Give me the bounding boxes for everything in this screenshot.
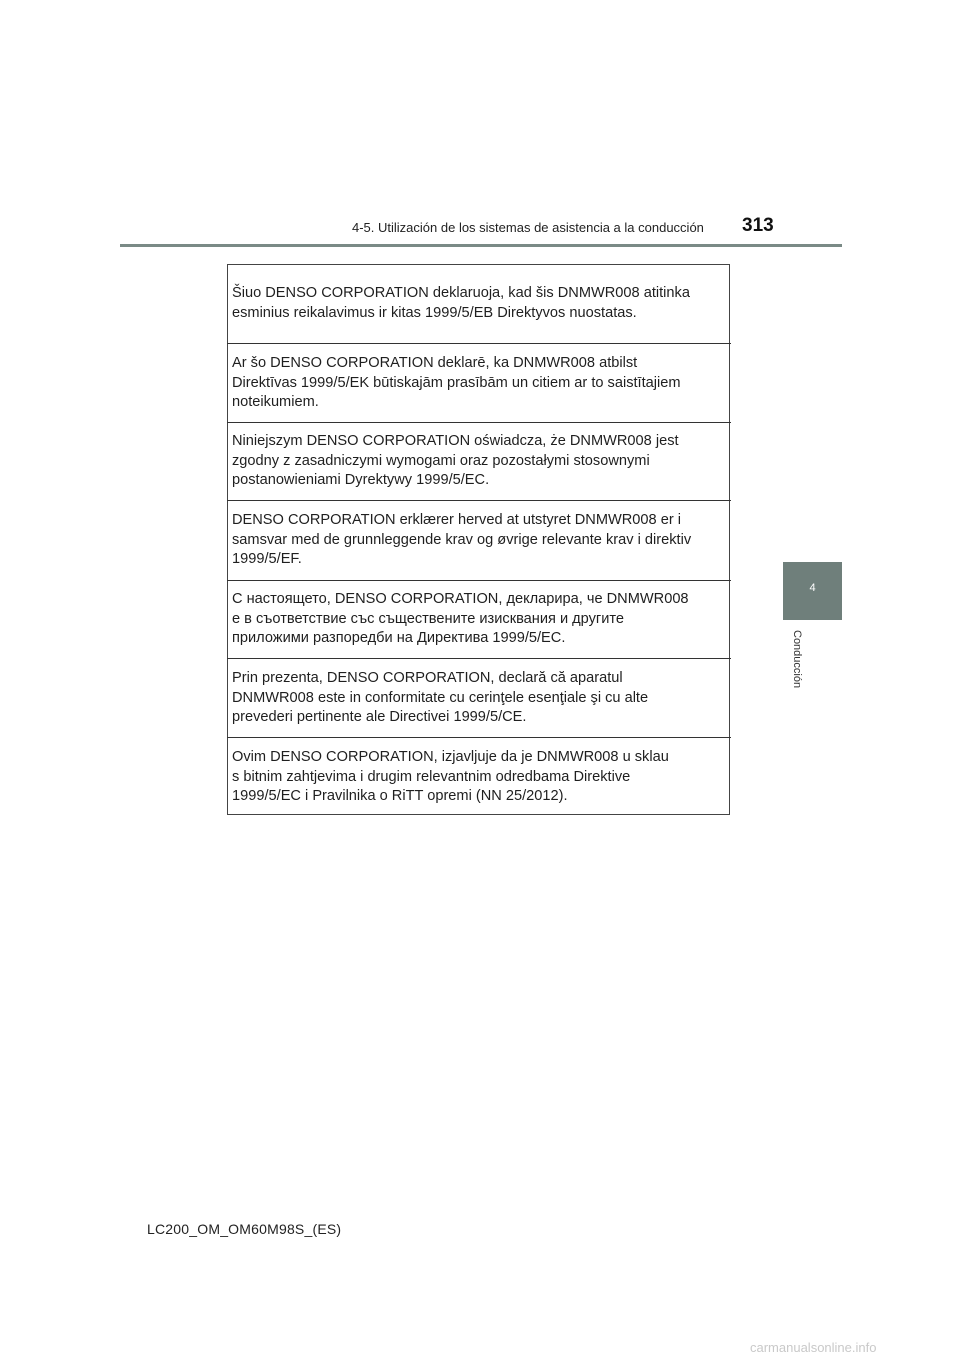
declaration-ro bbox=[228, 669, 729, 728]
declaration-line: esminius reikalavimus ir kitas 1999/5/EB Direktyvos nuostatas. bbox=[232, 304, 637, 321]
header-rule bbox=[120, 244, 842, 247]
declaration-line: prevederi pertinente ale Directivei 1999/5/CE. bbox=[232, 709, 527, 725]
declaration-line: 1999/5/EC i Pravilnika o RiTT opremi (NN 25/2012). bbox=[232, 788, 568, 804]
declaration-line: postanowieniami Dyrektywy 1999/5/EC. bbox=[232, 472, 490, 488]
declaration-separator bbox=[227, 422, 731, 423]
declaration-line: zgodny z zasadniczymi wymogami oraz pozostałymi stosownymi bbox=[232, 452, 650, 469]
chapter-tab: 4 bbox=[783, 562, 842, 620]
declaration-separator bbox=[227, 580, 731, 581]
chapter-label: Conducción bbox=[791, 630, 803, 689]
declaration-line: Prin prezenta, DENSO CORPORATION, declară că aparatul bbox=[232, 670, 623, 686]
declaration-line: е в съответствие със съществените изисквания и другите bbox=[232, 610, 625, 627]
declaration-pl bbox=[228, 432, 729, 491]
declaration-line: noteikumiem. bbox=[232, 394, 319, 410]
declaration-line: Šiuo DENSO CORPORATION deklaruoja, kad šis DNMWR008 atitinka bbox=[232, 285, 690, 301]
declaration-separator bbox=[227, 737, 731, 738]
declaration-line: приложими разпоредби на Директива 1999/5/ЕС. bbox=[232, 630, 566, 646]
declaration-line: samsvar med de grunnleggende krav og øvrige relevante krav i direktiv bbox=[232, 531, 692, 548]
declaration-lv bbox=[228, 354, 729, 413]
declaration-line: Ar šo DENSO CORPORATION deklarē, ka DNMWR008 atbilst bbox=[232, 355, 638, 371]
declaration-separator bbox=[227, 658, 731, 659]
declaration-lt bbox=[228, 284, 729, 323]
declaration-separator bbox=[227, 343, 731, 344]
declaration-box bbox=[227, 264, 730, 815]
section-title: 4-5. Utilización de los sistemas de asistencia a la conducción bbox=[352, 220, 704, 235]
declaration-line: Ovim DENSO CORPORATION, izjavljuje da je DNMWR008 u sklau bbox=[232, 749, 669, 765]
watermark: carmanualsonline.info bbox=[750, 1340, 877, 1355]
page-number: 313 bbox=[742, 215, 774, 236]
declaration-separator bbox=[227, 500, 731, 501]
declaration-no bbox=[228, 511, 729, 570]
declaration-line: DNMWR008 este in conformitate cu cerinţele esenţiale şi cu alte bbox=[232, 689, 649, 706]
declaration-bg bbox=[228, 590, 729, 649]
declaration-line: Niniejszym DENSO CORPORATION oświadcza, że DNMWR008 jest bbox=[232, 433, 679, 449]
declaration-line: 1999/5/EF. bbox=[232, 551, 302, 567]
declaration-line: Direktīvas 1999/5/EK būtiskajām prasībām un citiem ar to saistītajiem bbox=[232, 374, 681, 391]
declaration-line: С настоящето, DENSO CORPORATION, декларира, че DNMWR008 bbox=[232, 591, 689, 607]
declaration-line: s bitnim zahtjevima i drugim relevantnim odredbama Direktive bbox=[232, 768, 631, 785]
declaration-line: DENSO CORPORATION erklærer herved at utstyret DNMWR008 er i bbox=[232, 512, 681, 528]
declaration-hr bbox=[228, 748, 729, 807]
manual-code: LC200_OM_OM60M98S_(ES) bbox=[147, 1221, 342, 1237]
